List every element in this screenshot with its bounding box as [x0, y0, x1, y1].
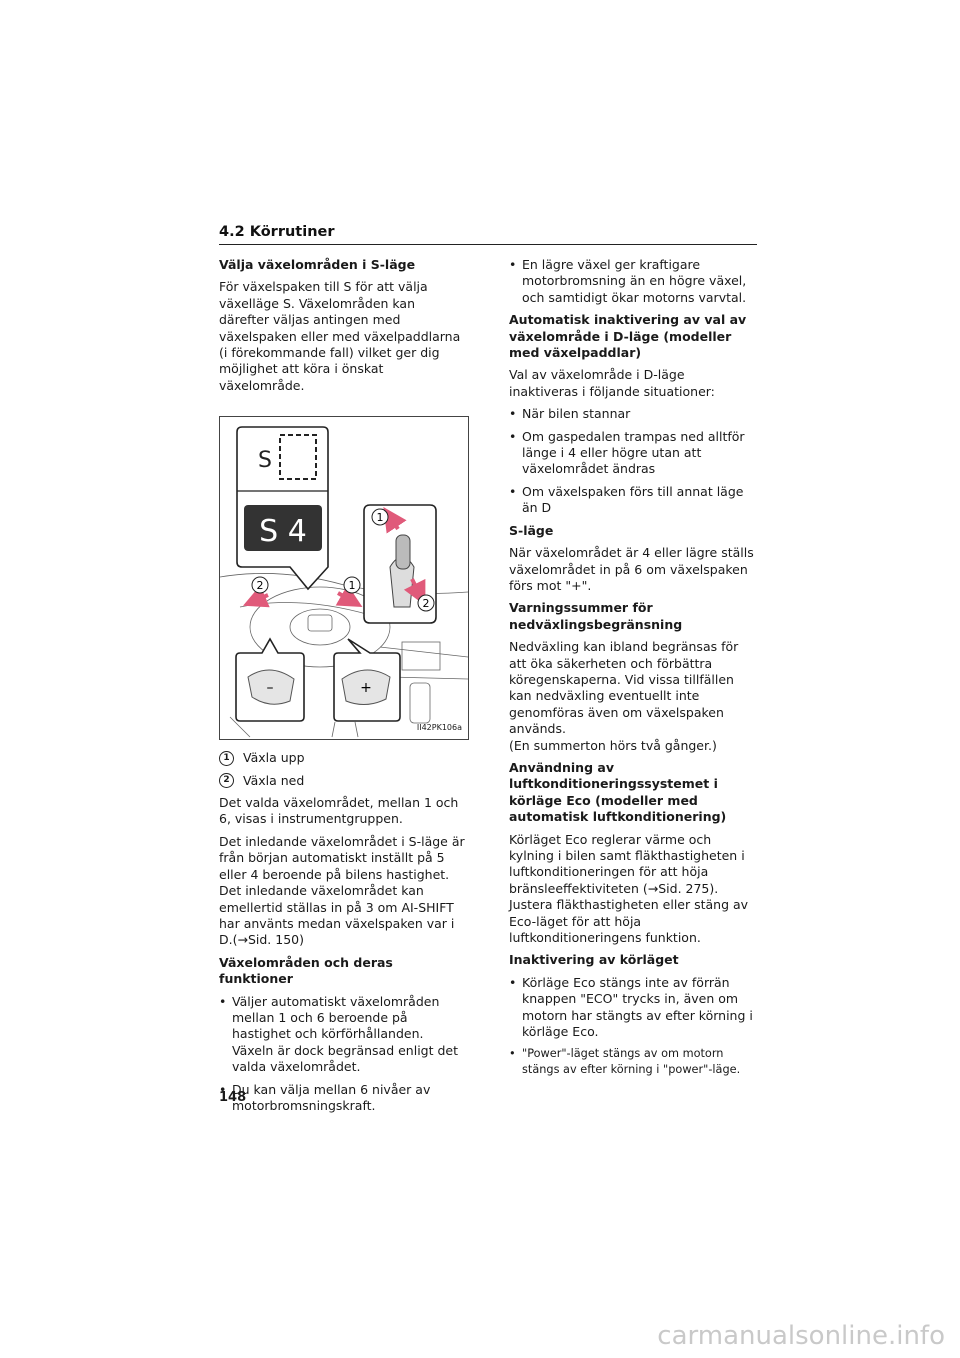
bullet-item: • Körläge Eco stängs inte av förrän knappen "ECO" trycks in, även om motorn har stängts av efter körning i körläge Eco.	[509, 975, 757, 1041]
heading-auto-inactivation: Automatisk inaktivering av val av växelområde i D-läge (modeller med växelpaddlar)	[509, 312, 747, 361]
left-column	[219, 257, 467, 1120]
s-mode-paragraph: När växelområdet är 4 eller lägre ställs växelområdet in på 6 om växelspaken förs mot "+".	[509, 545, 754, 593]
bullet-item: • En lägre växel ger kraftigare motorbromsning än en högre växel, och samtidigt ökar motorns varvtal.	[509, 257, 757, 306]
callout-label: Växla ned	[243, 772, 305, 788]
marker-2-paddle: 2	[256, 579, 264, 593]
warning-paragraph: Nedväxling kan ibland begränsas för att öka säkerheten och förbättra köregenskaperna. Vid vissa tillfällen kan nedväxling eventuellt inte genomföras även om växelspaken används.	[509, 639, 739, 737]
shifter-zoom	[364, 505, 436, 623]
warning-note: (En summerton hörs två gånger.)	[509, 737, 717, 753]
heading-select-range: Välja växelområden i S-läge	[219, 257, 416, 272]
plus-paddle-label: +	[360, 680, 372, 697]
heading-s-mode: S-läge	[509, 522, 554, 538]
watermark: carmanualsonline.info	[657, 1321, 945, 1351]
gear-display-paragraph: Det valda växelområdet, mellan 1 och 6, visas i instrumentgruppen.	[219, 795, 459, 827]
display-s-letter: S	[258, 448, 272, 474]
callout-shift-up	[219, 750, 467, 766]
intro-paragraph: För växelspaken till S för att välja växelläge S. Växelområden kan därefter väljas antingen med växelspaken eller med växelpaddlarna (i förekommande fall) vilket ger dig möjlighet att köra i önskat växelområde.	[219, 279, 461, 393]
initial-gear-paragraph: Det inledande växelområdet i S-läge är från början automatiskt inställt på 5 eller 4 beroende på bilens hastighet. Det inledande växelområdet kan emellertid ställas in på 3 om AI-SHIFT har använts medan växelspaken var i D.(→Sid. 150)	[219, 833, 465, 948]
shift-figure	[219, 416, 469, 740]
paddle-plus-zoom	[334, 639, 400, 721]
bullet-item: • Om gaspedalen trampas ned alltför länge i 4 eller högre utan att växelområdet ändras	[509, 429, 757, 478]
right-column	[509, 257, 757, 1083]
shift-illustration	[220, 417, 468, 739]
bullet-item: • Väljer automatiskt växelområden mellan 1 och 6 beroende på hastighet och körförhållanden. Växeln är dock begränsad enligt det valda växelområdet.	[219, 994, 467, 1076]
figure-code: II42PK106a	[416, 722, 462, 732]
marker-2-shifter: 2	[422, 597, 430, 611]
heading-drive-mode-inactivation: Inaktivering av körläget	[509, 952, 679, 968]
minus-paddle-label: –	[266, 680, 274, 697]
bullet-item: • När bilen stannar	[509, 406, 757, 422]
callout-number: 2	[219, 773, 234, 788]
page-number: 148	[219, 1090, 247, 1105]
instrument-zoom	[237, 427, 328, 589]
bullet-item: • Om växelspaken förs till annat läge än D	[509, 484, 757, 517]
callout-shift-down	[219, 773, 467, 789]
heading-gear-functions: Växelområden och deras funktioner	[219, 954, 393, 987]
paddle-minus-zoom	[236, 639, 304, 721]
marker-1-shifter: 1	[376, 511, 384, 525]
display-gear: S 4	[259, 514, 307, 550]
auto-inactivation-paragraph: Val av växelområde i D-läge inaktiveras i följande situationer:	[509, 367, 715, 399]
heading-warning-buzzer: Varningssummer för nedväxlingsbegränsning	[509, 600, 683, 632]
bullet-item: • Du kan välja mellan 6 nivåer av motorbromsningskraft.	[219, 1082, 467, 1115]
heading-eco-ac: Användning av luftkonditioneringssystemet i körläge Eco (modeller med automatisk luftkonditionering)	[509, 759, 727, 825]
marker-1-paddle: 1	[348, 579, 356, 593]
bullet-item: • "Power"-läget stängs av om motorn stängs av efter körning i "power"-läge.	[509, 1046, 757, 1077]
eco-ac-paragraph: Körläget Eco reglerar värme och kylning i bilen samt fläkthastigheten i luftkonditioneringen för att höja bränsleeffektiviteten (→Sid. 275). Justera fläkthastigheten eller stäng av Eco-läget för att höja luftkonditioneringens funktion.	[509, 831, 749, 946]
callout-label: Växla upp	[243, 750, 305, 766]
callout-number: 1	[219, 751, 234, 766]
section-header: 4.2 Körrutiner	[219, 224, 757, 245]
